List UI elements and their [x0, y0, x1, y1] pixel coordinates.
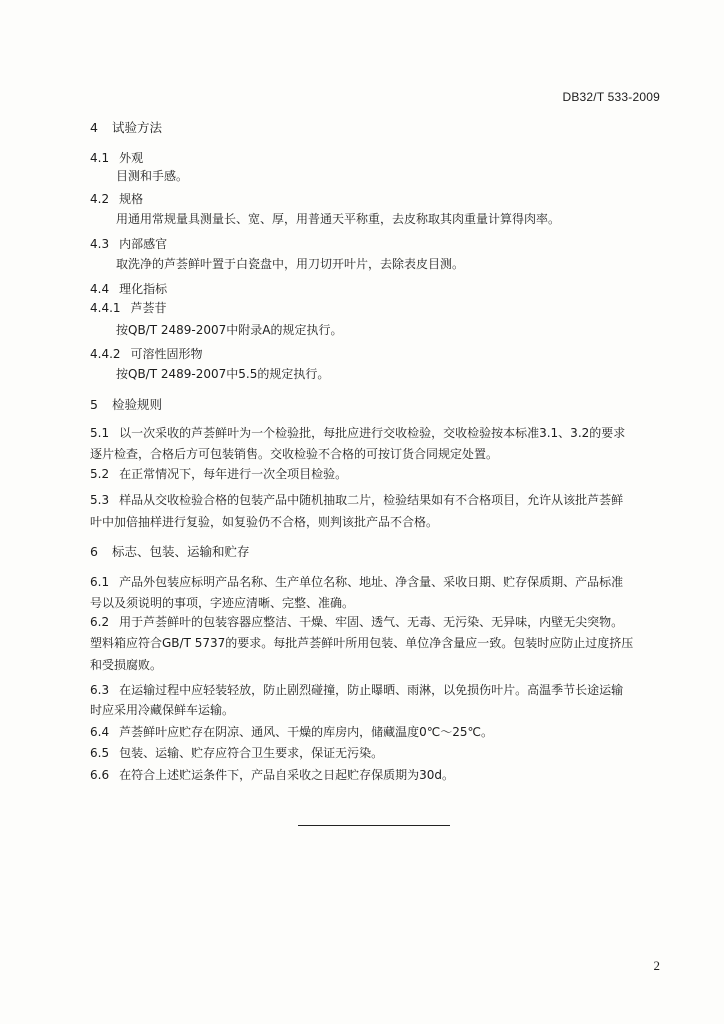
clause-text [116, 322, 696, 338]
standard-code: DB32/T 533-2009 [562, 90, 660, 104]
clause-text [90, 595, 670, 611]
clause-number: 6.2 [90, 615, 110, 629]
clause-number: 6.5 [90, 746, 110, 760]
section-heading [90, 544, 670, 560]
clause-text: 内部感官 [119, 237, 168, 251]
clause-number: 6.1 [90, 575, 110, 589]
clause-text: 塑料箱应符合GB/T 5737的要求。每批芦荟鲜叶所用包装、单位净含量应一致。包装时应防止过度挤压 [90, 636, 634, 650]
clause-text: 样品从交收检验合格的包装产品中随机抽取二片，检验结果如有不合格项目，允许从该批芦荟鲜 [119, 493, 624, 507]
clause [90, 281, 670, 297]
section-heading [90, 397, 670, 413]
clause-text [116, 211, 696, 227]
clause-number: 5 [90, 397, 98, 412]
clause-number: 6 [90, 544, 98, 559]
clause-text: 芦荟苷 [130, 301, 167, 315]
clause-text [90, 514, 670, 530]
clause [90, 300, 670, 316]
clause-text [116, 366, 696, 382]
clause [90, 425, 670, 441]
clause-text: 试验方法 [111, 120, 162, 135]
clause-text [90, 702, 670, 718]
clause-text: 包装、运输、贮存应符合卫生要求，保证无污染。 [119, 746, 384, 760]
clause-text: 外观 [119, 151, 144, 165]
clause-text [90, 635, 670, 651]
clause-text [90, 446, 670, 462]
clause-number: 4 [90, 120, 98, 135]
clause-text: 用通用常规量具测量长、宽、厚，用普通天平称重，去皮称取其肉重量计算得肉率。 [116, 212, 561, 226]
clause-text: 以一次采收的芦荟鲜叶为一个检验批，每批应进行交收检验，交收检验按本标准3.1、3.2的要求 [119, 426, 626, 440]
clause-number: 5.1 [90, 426, 110, 440]
clause [90, 150, 670, 166]
clause-text: 号以及须说明的事项，字迹应清晰、完整、准确。 [90, 596, 355, 610]
clause-text: 检验规则 [111, 397, 162, 412]
clause [90, 574, 670, 590]
page-number: 2 [653, 958, 660, 973]
clause-number: 5.3 [90, 493, 110, 507]
clause-text: 用于芦荟鲜叶的包装容器应整洁、干燥、牢固、透气、无毒、无污染、无异味，内壁无尖突物。 [119, 615, 624, 629]
clause-text: 理化指标 [119, 282, 168, 296]
clause [90, 191, 670, 207]
clause-number: 4.4.2 [90, 347, 121, 361]
clause [90, 236, 670, 252]
clause [90, 767, 670, 783]
clause-text: 可溶性固形物 [130, 347, 203, 361]
clause-number: 4.3 [90, 237, 110, 251]
clause-text: 芦荟鲜叶应贮存在阴凉、通风、干燥的库房内，储藏温度0℃～25℃。 [119, 725, 493, 739]
clause-text: 目测和手感。 [116, 169, 189, 183]
clause-text [116, 256, 696, 272]
clause [90, 614, 670, 630]
clause-text: 逐片检查，合格后方可包装销售。交收检验不合格的可按订货合同规定处置。 [90, 447, 499, 461]
clause-text: 和受损腐败。 [90, 658, 163, 672]
section-heading [90, 120, 670, 136]
clause-number: 4.4 [90, 282, 110, 296]
clause [90, 492, 670, 508]
clause [90, 346, 670, 362]
clause [90, 682, 670, 698]
clause [90, 745, 670, 761]
clause-text: 取洗净的芦荟鲜叶置于白瓷盘中，用刀切开叶片，去除表皮目测。 [116, 257, 465, 271]
clause-text: 叶中加倍抽样进行复验，如复验仍不合格，则判该批产品不合格。 [90, 515, 439, 529]
clause-text: 按QB/T 2489-2007中5.5的规定执行。 [116, 367, 330, 381]
clause-number: 4.1 [90, 151, 110, 165]
clause-text: 按QB/T 2489-2007中附录A的规定执行。 [116, 323, 343, 337]
end-rule [298, 825, 450, 826]
clause-text: 在符合上述贮运条件下，产品自采收之日起贮存保质期为30d。 [119, 768, 454, 782]
clause-number: 4.2 [90, 192, 110, 206]
clause-text: 标志、包装、运输和贮存 [111, 544, 250, 559]
clause [90, 724, 670, 740]
clause-text: 在正常情况下，每年进行一次全项目检验。 [119, 467, 348, 481]
clause-number: 5.2 [90, 467, 110, 481]
clause [90, 466, 670, 482]
clause-number: 4.4.1 [90, 301, 121, 315]
clause-text [90, 657, 670, 673]
clause-text: 规格 [119, 192, 144, 206]
clause-text [116, 168, 696, 184]
clause-number: 6.3 [90, 683, 110, 697]
clause-text: 在运输过程中应轻装轻放，防止剧烈碰撞，防止曝晒、雨淋，以免损伤叶片。高温季节长途运输 [119, 683, 624, 697]
clause-text: 时应采用冷藏保鲜车运输。 [90, 703, 235, 717]
clause-number: 6.4 [90, 725, 110, 739]
clause-number: 6.6 [90, 768, 110, 782]
clause-text: 产品外包装应标明产品名称、生产单位名称、地址、净含量、采收日期、贮存保质期、产品标准 [119, 575, 624, 589]
